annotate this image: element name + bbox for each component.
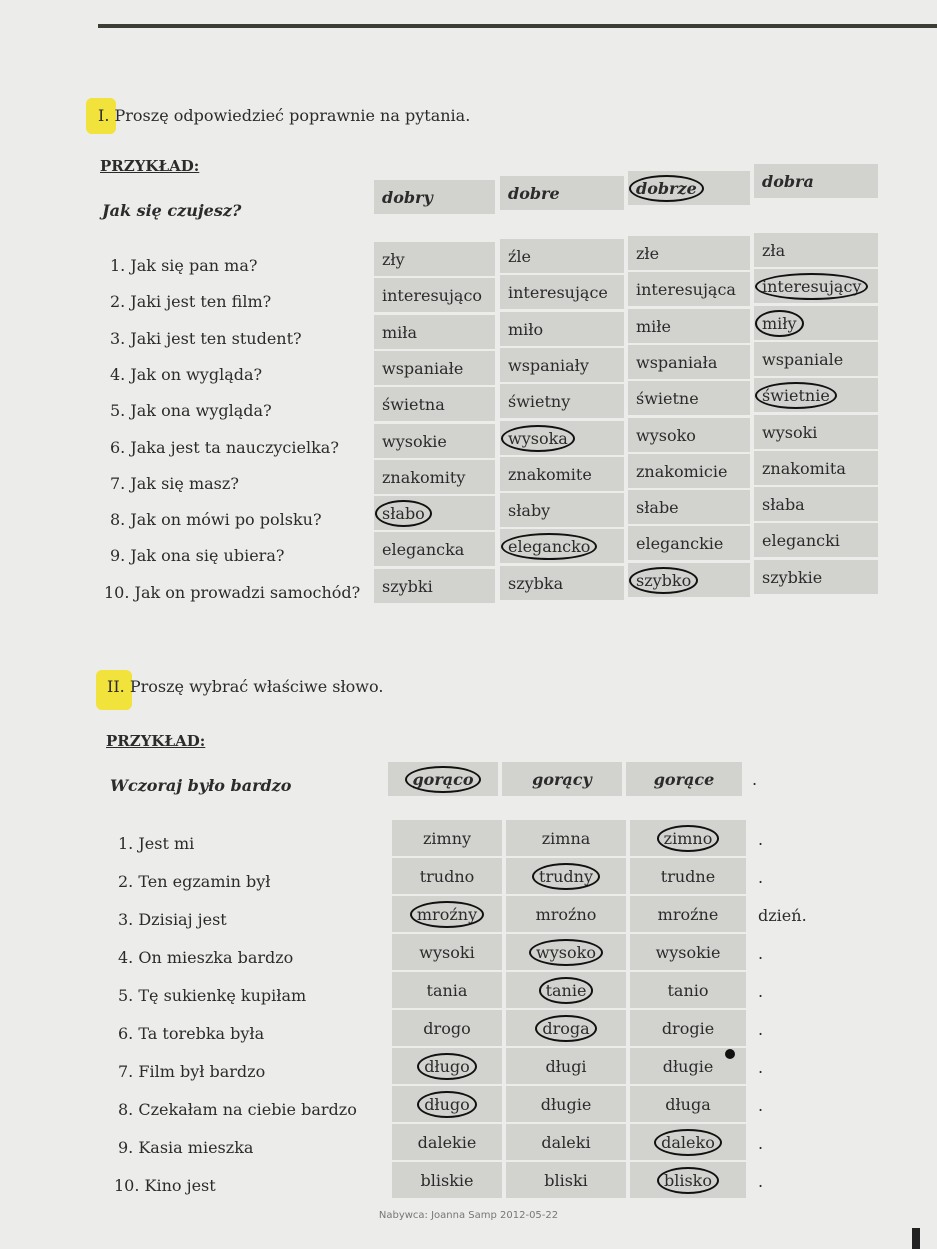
- circled-answer: miły: [762, 313, 797, 333]
- circled-answer: mroźny: [416, 904, 478, 924]
- question-text: 6. Jaka jest ta nauczycielka?: [110, 437, 339, 457]
- answer-option[interactable]: [500, 529, 624, 563]
- answer-option[interactable]: [754, 523, 878, 557]
- answer-option[interactable]: [630, 1010, 746, 1046]
- option-label: wysoko: [636, 425, 696, 445]
- option-label: drogo: [423, 1018, 471, 1038]
- answer-option[interactable]: [630, 1162, 746, 1198]
- circled-answer: długo: [424, 1056, 470, 1076]
- question-text: 5. Jak ona wygląda?: [110, 401, 272, 421]
- answer-option[interactable]: [392, 1162, 502, 1198]
- option-label: słaba: [762, 494, 805, 514]
- option-label: zimny: [422, 828, 472, 848]
- answer-option[interactable]: [500, 457, 624, 491]
- answer-option[interactable]: [500, 421, 624, 455]
- answer-option[interactable]: [754, 415, 878, 449]
- option-label: wspaniała: [636, 352, 718, 372]
- option-label: elegancka: [382, 539, 465, 559]
- option-label: tanio: [667, 980, 709, 1000]
- option-label: świetne: [636, 388, 699, 408]
- option-label: dobra: [762, 171, 814, 191]
- question-text: 9. Kasia mieszka: [118, 1138, 254, 1157]
- circled-answer: tanie: [545, 980, 587, 1000]
- option-label: długi: [545, 1056, 587, 1076]
- answer-option[interactable]: [374, 496, 495, 530]
- section-1-heading: [98, 106, 470, 125]
- answer-option[interactable]: [754, 378, 878, 412]
- answer-option[interactable]: [392, 858, 502, 894]
- circled-answer: słabo: [382, 503, 425, 523]
- answer-option[interactable]: [754, 164, 878, 198]
- answer-option[interactable]: [630, 858, 746, 894]
- sentence-end: .: [758, 1096, 764, 1115]
- option-label: trudno: [419, 866, 475, 886]
- sentence-end: .: [758, 1058, 764, 1077]
- sentence-end: .: [758, 1020, 764, 1039]
- section-2-example-label: PRZYKŁAD:: [106, 732, 206, 750]
- option-label: gorący: [532, 769, 592, 789]
- circled-answer: wysoka: [508, 428, 568, 448]
- answer-option[interactable]: [392, 1048, 502, 1084]
- answer-option[interactable]: [506, 1124, 626, 1160]
- section-1-example-question: Jak się czujesz?: [102, 201, 242, 220]
- answer-option[interactable]: [374, 242, 495, 276]
- option-label: źle: [508, 246, 532, 266]
- option-label: słaby: [508, 500, 551, 520]
- answer-option[interactable]: [754, 451, 878, 485]
- answer-option[interactable]: [628, 236, 750, 270]
- answer-option[interactable]: [506, 1048, 626, 1084]
- answer-option[interactable]: [392, 934, 502, 970]
- answer-option[interactable]: [628, 309, 750, 343]
- answer-option[interactable]: [630, 972, 746, 1008]
- option-label: miłe: [636, 316, 671, 336]
- option-label: dobre: [508, 183, 560, 203]
- option-label: wysokie: [382, 431, 447, 451]
- question-text: 2. Jaki jest ten film?: [110, 292, 272, 312]
- option-label: złe: [636, 243, 660, 263]
- question-text: 2. Ten egzamin był: [118, 872, 271, 891]
- answer-option[interactable]: [754, 269, 878, 303]
- answer-option[interactable]: [500, 239, 624, 273]
- circled-answer: droga: [542, 1018, 590, 1038]
- option-label: długie: [662, 1056, 714, 1076]
- answer-option[interactable]: [506, 858, 626, 894]
- circled-answer: szybko: [636, 570, 692, 590]
- answer-option[interactable]: [388, 762, 498, 796]
- option-label: świetna: [382, 394, 445, 414]
- answer-option[interactable]: [374, 460, 495, 494]
- option-label: dobry: [382, 187, 433, 207]
- option-label: zła: [762, 240, 786, 260]
- sentence-end: .: [752, 770, 758, 789]
- section-1-instruction: Proszę odpowiedzieć poprawnie na pytania.: [114, 106, 471, 125]
- question-text: 1. Jak się pan ma?: [110, 256, 258, 275]
- answer-option[interactable]: [500, 493, 624, 527]
- section-1-example-label: PRZYKŁAD:: [100, 157, 200, 175]
- option-label: znakomite: [508, 464, 592, 484]
- edge-mark: [912, 1228, 920, 1249]
- answer-option[interactable]: [374, 532, 495, 566]
- sentence-end: .: [758, 944, 764, 963]
- option-label: wspaniałe: [382, 358, 464, 378]
- question-text: 7. Jak się masz?: [110, 473, 239, 493]
- answer-option[interactable]: [500, 275, 624, 309]
- answer-option[interactable]: [500, 312, 624, 346]
- option-label: szybka: [508, 573, 564, 593]
- option-label: elegancki: [762, 530, 840, 550]
- option-label: daleki: [541, 1132, 591, 1152]
- question-text: 10. Jak on prowadzi samochód?: [104, 582, 361, 602]
- option-label: dalekie: [417, 1132, 477, 1152]
- question-text: 4. Jak on wygląda?: [110, 364, 263, 384]
- section-2-number: II.: [107, 677, 125, 696]
- answer-option[interactable]: [630, 820, 746, 856]
- answer-option[interactable]: [392, 1124, 502, 1160]
- answer-option[interactable]: [754, 342, 878, 376]
- answer-option[interactable]: [628, 563, 750, 597]
- answer-option[interactable]: [392, 1086, 502, 1122]
- answer-option[interactable]: [500, 348, 624, 382]
- question-text: 6. Ta torebka była: [118, 1024, 265, 1043]
- answer-option[interactable]: [628, 454, 750, 488]
- option-label: zimna: [541, 828, 591, 848]
- option-label: miła: [382, 322, 418, 342]
- sentence-end: .: [758, 1134, 764, 1153]
- option-label: wspaniale: [762, 349, 844, 369]
- option-label: zły: [382, 249, 405, 269]
- answer-option[interactable]: [754, 487, 878, 521]
- answer-option[interactable]: [628, 171, 750, 205]
- answer-option[interactable]: [500, 566, 624, 600]
- circled-answer: gorąco: [412, 769, 474, 789]
- option-label: szybki: [382, 576, 433, 596]
- answer-option[interactable]: [374, 180, 495, 214]
- circled-answer: blisko: [663, 1170, 712, 1190]
- option-label: wspaniały: [508, 355, 589, 375]
- option-label: miło: [508, 319, 544, 339]
- option-label: szybkie: [762, 567, 823, 587]
- answer-option[interactable]: [374, 315, 495, 349]
- section-2-instruction: Proszę wybrać właściwe słowo.: [129, 677, 384, 696]
- answer-option[interactable]: [630, 1086, 746, 1122]
- answer-option[interactable]: [628, 490, 750, 524]
- circled-answer: dobrze: [636, 178, 697, 198]
- top-rule: [98, 24, 937, 28]
- answer-option[interactable]: [628, 418, 750, 452]
- question-text: 8. Czekałam na ciebie bardzo: [118, 1100, 357, 1119]
- question-text: 1. Jest mi: [118, 834, 195, 853]
- answer-option[interactable]: [506, 934, 626, 970]
- option-label: interesujące: [508, 282, 608, 302]
- answer-option[interactable]: [506, 1162, 626, 1198]
- answer-option[interactable]: [500, 384, 624, 418]
- answer-option[interactable]: [754, 560, 878, 594]
- option-label: trudne: [660, 866, 716, 886]
- option-label: bliski: [544, 1170, 588, 1190]
- answer-option[interactable]: [374, 387, 495, 421]
- option-label: wysoki: [419, 942, 475, 962]
- answer-option[interactable]: [630, 934, 746, 970]
- answer-option[interactable]: [628, 381, 750, 415]
- option-label: tania: [426, 980, 468, 1000]
- sentence-end: .: [758, 982, 764, 1001]
- question-text: 8. Jak on mówi po polsku?: [110, 510, 322, 530]
- answer-option[interactable]: [500, 176, 624, 210]
- option-label: mroźno: [535, 904, 597, 924]
- answer-option[interactable]: [374, 351, 495, 385]
- option-label: bliskie: [420, 1170, 474, 1190]
- answer-option[interactable]: [630, 896, 746, 932]
- section-2-example-question: Wczoraj było bardzo: [110, 776, 292, 795]
- answer-option[interactable]: [392, 820, 502, 856]
- option-label: drogie: [661, 1018, 715, 1038]
- answer-option[interactable]: [392, 896, 502, 932]
- option-label: długa: [665, 1094, 711, 1114]
- option-label: znakomity: [382, 467, 466, 487]
- question-text: 5. Tę sukienkę kupiłam: [118, 986, 307, 1005]
- circled-answer: długo: [424, 1094, 470, 1114]
- question-text: 10. Kino jest: [114, 1176, 216, 1195]
- answer-option[interactable]: [506, 820, 626, 856]
- option-label: wysokie: [655, 942, 721, 962]
- section-1-number: I.: [98, 106, 110, 125]
- option-label: wysoki: [762, 422, 818, 442]
- answer-option[interactable]: [374, 424, 495, 458]
- answer-option[interactable]: [506, 1010, 626, 1046]
- answer-option[interactable]: [506, 972, 626, 1008]
- question-text: 3. Jaki jest ten student?: [110, 328, 302, 348]
- ink-dot: [725, 1049, 735, 1059]
- answer-option[interactable]: [628, 345, 750, 379]
- option-label: interesująco: [382, 285, 483, 305]
- answer-option[interactable]: [502, 762, 622, 796]
- answer-option[interactable]: [754, 306, 878, 340]
- option-label: znakomita: [762, 458, 846, 478]
- answer-option[interactable]: [374, 278, 495, 312]
- answer-option[interactable]: [392, 972, 502, 1008]
- circled-answer: wysoko: [536, 942, 596, 962]
- circled-answer: trudny: [539, 866, 593, 886]
- option-label: gorące: [653, 769, 715, 789]
- answer-option[interactable]: [392, 1010, 502, 1046]
- circled-answer: interesujący: [762, 276, 862, 296]
- option-label: mroźne: [657, 904, 719, 924]
- section-2-heading: [107, 677, 383, 696]
- answer-option[interactable]: [506, 896, 626, 932]
- question-text: 4. On mieszka bardzo: [118, 948, 294, 967]
- circled-answer: elegancko: [508, 536, 591, 556]
- option-label: znakomicie: [636, 461, 728, 481]
- answer-option[interactable]: [628, 526, 750, 560]
- question-text: 7. Film był bardzo: [118, 1062, 266, 1081]
- sentence-end: .: [758, 1172, 764, 1191]
- sentence-end: .: [758, 868, 764, 887]
- question-text: 9. Jak ona się ubiera?: [110, 546, 285, 566]
- option-label: eleganckie: [636, 533, 724, 553]
- sentence-end: .: [758, 830, 764, 849]
- circled-answer: daleko: [661, 1132, 715, 1152]
- option-label: świetny: [508, 391, 571, 411]
- option-label: interesująca: [636, 279, 736, 299]
- answer-option[interactable]: [374, 569, 495, 603]
- answer-option[interactable]: [628, 272, 750, 306]
- circled-answer: zimno: [663, 828, 713, 848]
- sentence-end: dzień.: [758, 906, 807, 925]
- option-label: długie: [540, 1094, 592, 1114]
- answer-option[interactable]: [630, 1124, 746, 1160]
- answer-option[interactable]: [626, 762, 742, 796]
- option-label: słabe: [636, 497, 679, 517]
- question-text: 3. Dzisiaj jest: [118, 910, 227, 929]
- answer-option[interactable]: [506, 1086, 626, 1122]
- circled-answer: świetnie: [762, 385, 830, 405]
- footer-buyer: Nabywca: Joanna Samp 2012-05-22: [378, 1210, 559, 1221]
- answer-option[interactable]: [754, 233, 878, 267]
